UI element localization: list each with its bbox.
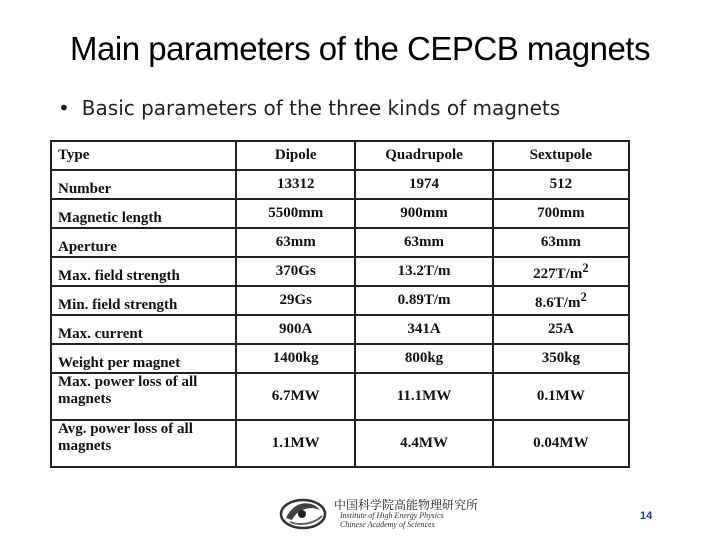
- row-label: Weight per magnet: [51, 344, 236, 373]
- dipole-value: 63mm: [236, 228, 355, 257]
- table-row: [51, 420, 629, 467]
- row-label: Min. field strength: [51, 286, 236, 315]
- sextupole-value: 0.1MW: [493, 373, 629, 420]
- sextupole-value: 700mm: [493, 199, 629, 228]
- quadrupole-value: 900mm: [355, 199, 493, 228]
- header-cell-sextupole: Sextupole: [493, 141, 629, 170]
- row-label-line: magnets: [58, 438, 112, 454]
- quadrupole-value: 800kg: [355, 344, 493, 373]
- table-row: [51, 199, 629, 228]
- quadrupole-value: 11.1MW: [355, 373, 493, 420]
- table-row: [51, 373, 629, 420]
- table-row: [51, 228, 629, 257]
- ihep-swirl-logo-icon: [278, 496, 328, 532]
- row-label-line: Max. power loss of all: [58, 374, 198, 390]
- bullet-point: [58, 96, 560, 120]
- bullet-dot-icon: •: [58, 96, 70, 120]
- row-label: Number: [51, 170, 236, 199]
- sextupole-value: 63mm: [493, 228, 629, 257]
- row-label-line: magnets: [58, 391, 112, 407]
- header-cell-quadrupole: Quadrupole: [355, 141, 493, 170]
- dipole-value: 5500mm: [236, 199, 355, 228]
- table-row: [51, 315, 629, 344]
- dipole-value: 1.1MW: [236, 420, 355, 467]
- quadrupole-value: 0.89T/m: [355, 286, 493, 315]
- sextupole-value: 25A: [493, 315, 629, 344]
- quadrupole-value: 4.4MW: [355, 420, 493, 467]
- logo-english-line: Chinese Academy of Sciences: [340, 520, 435, 529]
- bullet-text: Basic parameters of the three kinds of magnets: [81, 96, 561, 120]
- quadrupole-value: 341A: [355, 315, 493, 344]
- superscript: 2: [582, 261, 589, 275]
- dipole-value: 13312: [236, 170, 355, 199]
- row-label: [51, 373, 236, 420]
- logo-english-name: [340, 511, 444, 529]
- logo-chinese-name: 中国科学院高能物理研究所: [334, 498, 479, 512]
- row-label: Magnetic length: [51, 199, 236, 228]
- header-cell-dipole: Dipole: [236, 141, 355, 170]
- table-row: [51, 170, 629, 199]
- dipole-value: 370Gs: [236, 257, 355, 286]
- row-label: Max. current: [51, 315, 236, 344]
- dipole-value: 29Gs: [236, 286, 355, 315]
- quadrupole-value: 13.2T/m: [355, 257, 493, 286]
- row-label: Aperture: [51, 228, 236, 257]
- sextupole-value: 512: [493, 170, 629, 199]
- table-row: [51, 286, 629, 315]
- row-label-line: Avg. power loss of all: [58, 421, 193, 437]
- table-row: [51, 344, 629, 373]
- page-number: 14: [640, 510, 653, 522]
- dipole-value: 6.7MW: [236, 373, 355, 420]
- slide-title: Main parameters of the CEPCB magnets: [70, 30, 650, 67]
- dipole-value: 900A: [236, 315, 355, 344]
- ihep-logo: [278, 494, 478, 534]
- sextupole-value: [493, 286, 629, 315]
- magnet-parameters-table: [50, 140, 630, 468]
- quadrupole-value: 1974: [355, 170, 493, 199]
- header-cell-type: Type: [51, 141, 236, 170]
- quadrupole-value: 63mm: [355, 228, 493, 257]
- table-row: [51, 257, 629, 286]
- superscript: 2: [580, 290, 587, 304]
- sextupole-value: [493, 257, 629, 286]
- row-label: [51, 420, 236, 467]
- logo-english-line: Institute of High Energy Physics: [340, 511, 444, 520]
- dipole-value: 1400kg: [236, 344, 355, 373]
- sextupole-value: 350kg: [493, 344, 629, 373]
- row-label: Max. field strength: [51, 257, 236, 286]
- sextupole-value: 0.04MW: [493, 420, 629, 467]
- sextupole-value-text: 8.6T/m: [535, 295, 581, 311]
- table-header-row: [51, 141, 629, 170]
- sextupole-value-text: 227T/m: [533, 266, 583, 282]
